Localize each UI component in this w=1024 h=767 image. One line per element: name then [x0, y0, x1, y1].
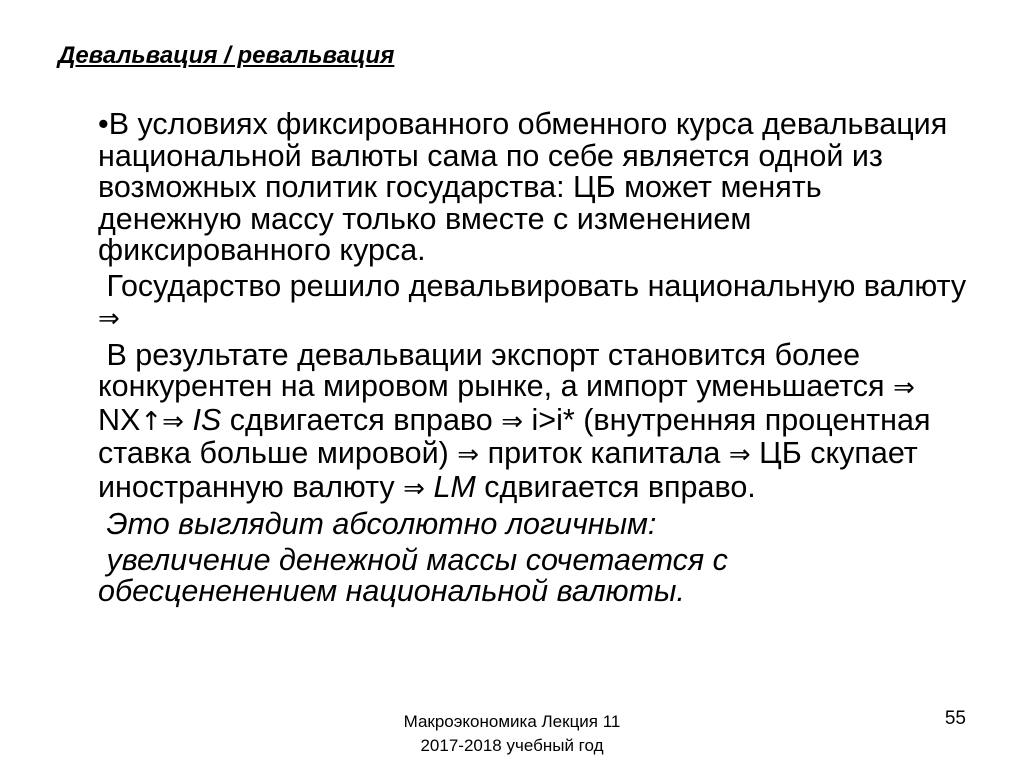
bullet: • — [98, 107, 109, 141]
paragraph-conclusion — [98, 509, 968, 541]
is-curve-label: IS — [192, 402, 222, 437]
implies-arrow-icon: ⇒ — [893, 373, 915, 403]
footer-year: 2017-2018 учебный год — [420, 736, 604, 755]
implies-arrow-icon: ⇒ — [501, 406, 524, 437]
paragraph-text: ЦБ скупает иностранную валюту — [98, 436, 918, 504]
paragraph-fixed-rate — [98, 109, 968, 267]
paragraph-text: Это выглядит абсолютно логичным: — [106, 507, 657, 541]
implies-arrow-icon: ⇒ — [728, 440, 751, 470]
nx-label: NX — [98, 402, 141, 437]
paragraph-devaluation-result — [98, 337, 968, 506]
paragraph-text: В условиях фиксированного обменного курса девальвация национальной валюты сама по себе является одной из возможных политик государства: ЦБ может менять денежную массу только вместе с изменением фиксированного курса. — [98, 107, 948, 267]
slide-title: Девальвация / ревальвация — [58, 42, 395, 69]
paragraph-money-supply — [98, 542, 968, 608]
paragraph-text: увеличение денежной массы сочетается с обесцененением национальной валюты. — [98, 542, 728, 608]
implies-arrow-icon: ⇒ — [162, 406, 184, 437]
footer-course: Макроэкономика Лекция 11 — [403, 712, 621, 731]
implies-arrow-icon: ⇒ — [98, 304, 120, 334]
interest-rate-relation: i>i* — [531, 402, 575, 437]
paragraph-text: В результате девальвации экспорт становится более конкурентен на мировом рынке, а импорт уменьшается — [98, 337, 885, 403]
page-number: 55 — [944, 708, 966, 729]
paragraph-text: (внутренняя процентная ставка больше мировой) — [98, 402, 931, 470]
implies-arrow-icon: ⇒ — [403, 473, 425, 504]
paragraph-text: сдвигается вправо. — [484, 469, 756, 504]
paragraph-text: Государство решило девальвировать национальную валюту — [106, 268, 967, 303]
slide-body — [98, 109, 968, 608]
paragraph-text: сдвигается вправо — [229, 402, 493, 437]
implies-arrow-icon: ⇒ — [457, 440, 480, 470]
paragraph-text: приток капитала — [487, 436, 721, 470]
paragraph-devaluation-decision — [98, 268, 968, 336]
footer — [0, 710, 1024, 758]
lm-curve-label: LM — [433, 469, 476, 504]
up-arrow-icon: ↑ — [140, 406, 163, 437]
